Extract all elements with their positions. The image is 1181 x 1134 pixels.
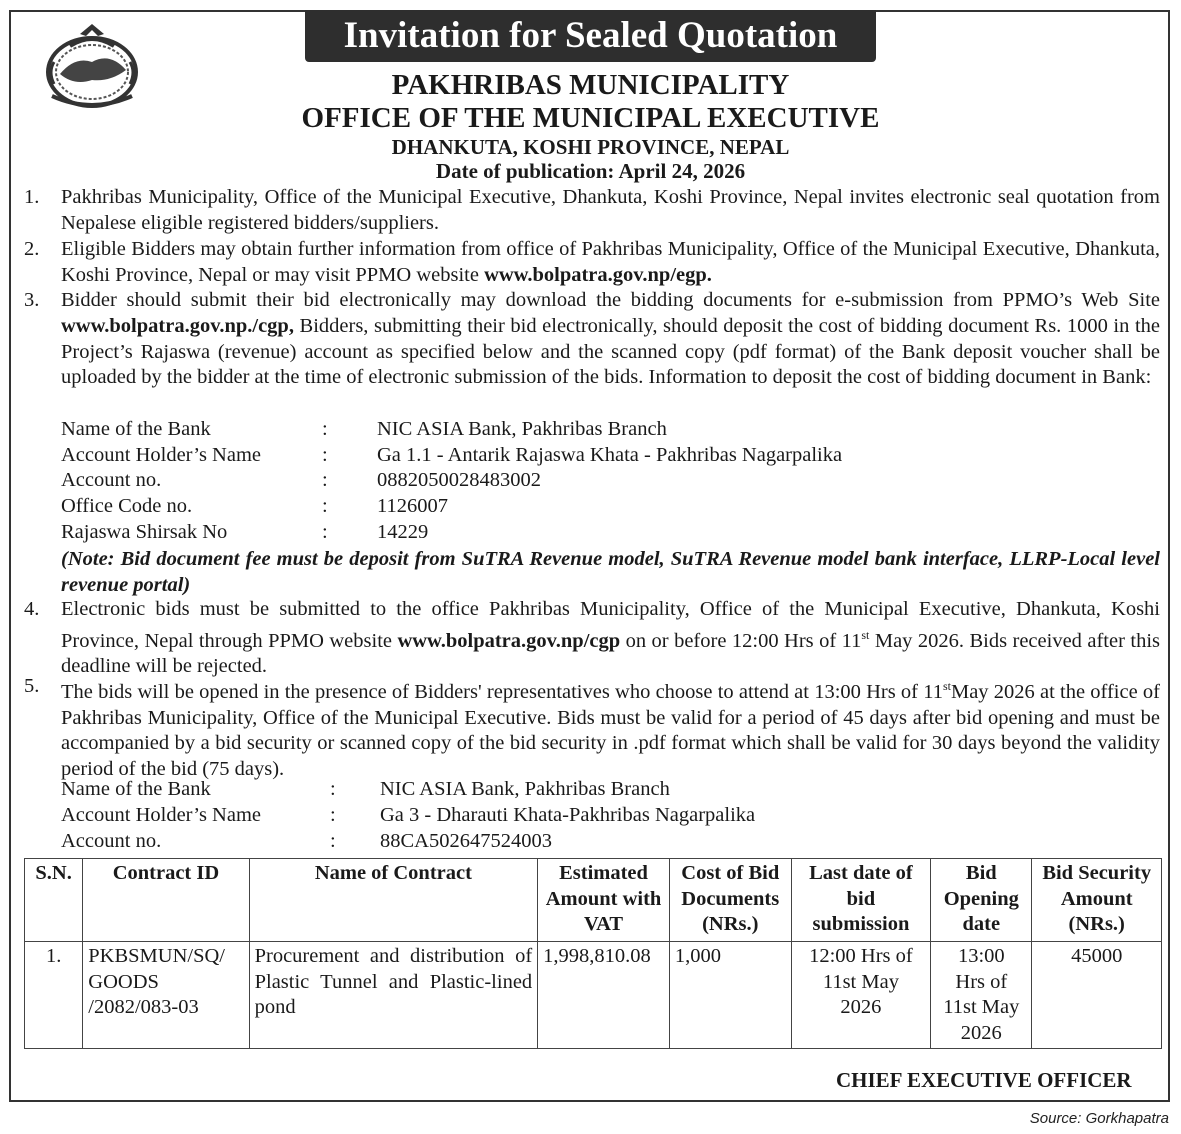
bank1-label-account: Account no.: [61, 469, 162, 491]
bank1-label-shirsak: Rajaswa Shirsak No: [61, 521, 228, 543]
bank1-sep: :: [322, 495, 328, 517]
col-last-date: Last date of bid submission: [791, 859, 931, 942]
item-1-text: Pakhribas Municipality, Office of the Municipal Executive, Dhankuta, Koshi Province, Nepal invites electronic seal quotation from Nepalese eligible registered bidders/suppliers.: [61, 186, 1160, 234]
bank1-value-holder: Ga 1.1 - Antarik Rajaswa Khata - Pakhribas Nagarpalika: [377, 444, 843, 466]
cell-estimated-amount: 1,998,810.08: [538, 942, 670, 1049]
cell-bid-security: 45000: [1032, 942, 1162, 1049]
source-credit: Source: Gorkhapatra: [1029, 1110, 1169, 1127]
cell-contract-name: Procurement and distribution of Plastic Tunnel and Plastic-lined pond: [249, 942, 538, 1049]
item-1-number: 1.: [24, 186, 40, 208]
col-estimated-amount: Estimated Amount with VAT: [538, 859, 670, 942]
bank1-value-bank: NIC ASIA Bank, Pakhribas Branch: [377, 418, 667, 440]
col-contract-id: Contract ID: [83, 859, 249, 942]
ppmo-website-link[interactable]: www.bolpatra.gov.np./cgp,: [61, 314, 294, 337]
bank1-sep: :: [322, 521, 328, 543]
item-2-number: 2.: [24, 238, 40, 260]
cell-last-date: 12:00 Hrs of 11st May 2026: [791, 942, 931, 1049]
bank1-value-office-code: 1126007: [377, 495, 448, 517]
bank2-sep: :: [330, 804, 336, 826]
bank1-sep: :: [322, 469, 328, 491]
bank2-label-holder: Account Holder’s Name: [61, 804, 262, 826]
bank1-sep: :: [322, 444, 328, 466]
item-2-text: Eligible Bidders may obtain further information from office of Pakhribas Municipality, Office of the Municipal Executive, Dhankuta, Koshi Province, Nepal or may visit PPMO website www.bolpatra.gov.np/egp.: [61, 238, 1160, 286]
office-location: DHANKUTA, KOSHI PROVINCE, NEPAL: [391, 135, 790, 159]
bank1-value-account: 0882050028483002: [377, 469, 541, 491]
table-header-row: [25, 859, 1162, 942]
col-opening-date: Bid Opening date: [931, 859, 1032, 942]
col-bid-doc-cost: Cost of Bid Documents (NRs.): [669, 859, 791, 942]
item-5-number: 5.: [24, 675, 40, 697]
ppmo-link[interactable]: www.bolpatra.gov.np/egp.: [484, 263, 712, 286]
bank1-value-shirsak: 14229: [377, 521, 429, 543]
bank1-sep: :: [322, 418, 328, 440]
org-name: PAKHRIBAS MUNICIPALITY: [391, 69, 790, 101]
contract-table: [24, 858, 1162, 1049]
col-contract-name: Name of Contract: [249, 859, 538, 942]
bank1-label-office-code: Office Code no.: [61, 495, 193, 517]
bank2-label-account: Account no.: [61, 830, 162, 852]
bank1-label-bank: Name of the Bank: [61, 418, 211, 440]
bank2-value-account: 88CA502647524003: [380, 830, 552, 852]
item-4-text: Electronic bids must be submitted to the office Pakhribas Municipality, Office of the Municipal Executive, Dhankuta, Koshi Province, Nepal through PPMO website www.bolpatra.gov.np/cgp on or before 12:00 Hrs of 11st May 2026. Bids received after this deadline will be rejected.: [61, 598, 1160, 678]
table-row: [25, 942, 1162, 1049]
office-name: OFFICE OF THE MUNICIPAL EXECUTIVE: [301, 102, 880, 134]
bank2-sep: :: [330, 778, 336, 800]
item-3-number: 3.: [24, 289, 40, 311]
cell-bid-doc-cost: 1,000: [669, 942, 791, 1049]
publication-date: Date of publication: April 24, 2026: [435, 159, 746, 183]
fee-note: (Note: Bid document fee must be deposit from SuTRA Revenue model, SuTRA Revenue model bank interface, LLRP-Local level revenue portal): [61, 548, 1160, 596]
ppmo-submit-link[interactable]: www.bolpatra.gov.np/cgp: [397, 629, 621, 652]
bank2-label-bank: Name of the Bank: [61, 778, 211, 800]
item-3-text: Bidder should submit their bid electronically may download the bidding documents for e-submission from PPMO’s Web Site www.bolpatra.gov.np./cgp, Bidders, submitting their bid electronically, should deposit the cost of bidding document Rs. 1000 in the Project’s Rajaswa (revenue) account as specified below and the scanned copy (pdf format) of the Bank deposit voucher shall be uploaded by the bidder at the time of electronic submission of the bids. Information to deposit the cost of bidding document in Bank:: [61, 289, 1160, 389]
bank2-value-holder: Ga 3 - Dharauti Khata-Pakhribas Nagarpalika: [380, 804, 756, 826]
cell-sn: 1.: [25, 942, 83, 1049]
bank1-label-holder: Account Holder’s Name: [61, 444, 262, 466]
col-bid-security: Bid Security Amount (NRs.): [1032, 859, 1162, 942]
item-5-text: The bids will be opened in the presence of Bidders' representatives who choose to attend at 13:00 Hrs of 11stMay 2026 at the office of Pakhribas Municipality, Office of the Municipal Executive. Bids must be valid for a period of 45 days after bid opening and must be accompanied by a bid security or scanned copy of the bid security in .pdf format which shall be valid for 30 days beyond the validity period of the bid (75 days).: [61, 679, 1160, 781]
bank2-value-bank: NIC ASIA Bank, Pakhribas Branch: [380, 778, 670, 800]
col-sn: S.N.: [25, 859, 83, 942]
banner-title: Invitation for Sealed Quotation: [305, 10, 876, 62]
cell-opening-date: 13:00 Hrs of 11st May 2026: [931, 942, 1032, 1049]
item-4-number: 4.: [24, 598, 40, 620]
cell-contract-id: PKBSMUN/SQ/ GOODS /2082/083-03: [83, 942, 249, 1049]
signoff-title: CHIEF EXECUTIVE OFFICER: [836, 1068, 1132, 1092]
bank2-sep: :: [330, 830, 336, 852]
